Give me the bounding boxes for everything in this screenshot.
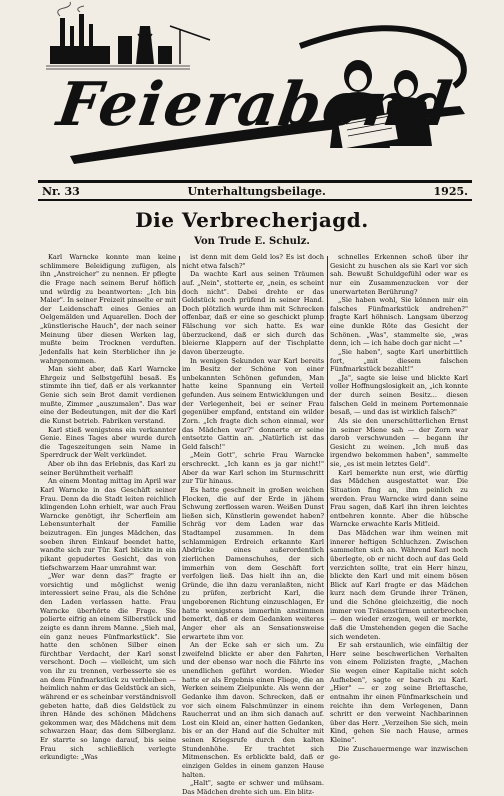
article-column-1 [40, 253, 176, 762]
issue-number: Nr. 33 [42, 184, 80, 198]
paragraph: Die Zuschauermenge war inzwischen ge- [330, 744, 468, 762]
paragraph: Er sah erstaunlich, wie einfältig der Herr seine beschwerlichen Verhalten von einem Polizisten fragte, „Machen Sie wegen einer Kapitalie nicht solch Aufheben", sagte er barsch zu Karl. „Hier" — er zog seine Brieftasche, entnahm ihr einen Fünfmarkschein und reichte ihn dem Verlegenen, Dann schritt er den verweint Nachbarinnen über das Herr. „Verzeihen Sie sich, mein Kind, gehen Sie nach Hause, armes Kleine". [330, 641, 468, 744]
paragraph: Aber ob ihn das Erlebnis, das Karl zu seiner Berühmtheit verhalf! [40, 460, 176, 477]
paragraph: Karl bemerkte nun erst, wie dürftig das Mädchen ausgestattet war. Die Situation fing an, ihm peinlich zu werden. Frau Warncke wird dann seine Frau sagen, daß Karl ihn ihren leichtes entbehren konnte. Aber die hübsche Warncke erwachte Karls Mitleid. [330, 468, 468, 529]
paragraph: Es hatte geschneit in großen weichen Flocken, die auf der Erde in jähem Schwung zerflossen waren. Weißen Dunst ließen sich, Künstlerin gewendet haben? Schräg vor dem Laden war das Stadtampel zusammen. In dem schlammigen Erdreich erkannte Karl Abdrücke eines außerordentlich zierlichen Damenschuhes, der sich immerhin von dem Geschäft fort verfolgen ließ. Das hielt ihn an, die Gründe, die ihn dazu veranlaßten, nicht zu prüfen, zerbricht Karl, die ungeborenen Richtung einzuschlagen, Er hatte wenigstens immerhin anstimmen bemerkt, daß er dem Gedanken weiteres Anger eher als an Sensationsweise erwartete ihm vor. [182, 485, 324, 641]
article-title: Die Verbrecherjagd. [135, 208, 369, 232]
paragraph: „Sie haben", sagte Karl unerbittlich fort, „mit diesem falschen Fünfmarkstück bezahlt!" [330, 347, 468, 374]
section-name: Unterhaltungsbeilage. [187, 184, 326, 198]
article-column-2 [182, 253, 324, 796]
header-rule-bottom [38, 199, 472, 201]
paragraph: Als sie den unerschütterlichen Ernst in seiner Miene sah — der Zorn war darob verschwunden — begann ihr Gesicht zu weinen. „Ich muß das irgendwo bekommen haben", sammelte sie, „es ist mein letztes Geld". [330, 416, 468, 468]
paragraph: Da wachte Karl aus seinen Träumen auf. „Nein", stotterte er, „nein, es scheint doch nicht". Dabei drehte er das Geldstück noch prüfend in seiner Hand. Doch plötzlich wurde ihm mit Schrecken offenbar, daß er eine so geschickt plump Fälschung vor sich hatte. Es war überzuckend, daß er sich durch das bleierne Klappern auf der Tischplatte davon überzeugte. [182, 270, 324, 356]
paragraph: „Wer war denn das?" fragte er vorsichtig und möglichst wenig interessiert seine Frau, als die Schöne den Laden verlassen hatte. Frau Warncke überhörte die Frage. Sie polierte eifrig an einem Silberstück und zeigte es dann ihrem Manne. „Sieh mal, ein ganz neues Fünfmarkstück". Sie hatte den schönen Silber einen fürchtbar Verdacht, der Karl sonst verschont. Doch — vielleicht, um sich von ihr zu trennen, verbesserte sie es an dem Fünfmarkstück zu verbleiben — heimlich nahm er das Geldstück an sich, während er es scheinbar verständnisvoll gebeten hatte, daß dies Geldstück zu ihren Hände des schönen Mädchens gekommen war, des Mädchens mit dem schwarzen Haar, das dem Silberglanz. Er starrte so lange darauf, bis seine Frau sich schließlich verlegte erkundigte: „Was [40, 572, 176, 762]
paragraph: Das Mädchen war ihm weinen mit innerer heftigen Schluchzen. Zwischen sammelten sich an. Während Karl noch überlegte, ob er nicht doch auf das Geld verzichten sollte, trat ein Herr hinzu, blickte den Karl und mit einem bösen Blick auf Karl fragte er das Mädchen kurz nach dem Grunde ihrer Tränen, und die Schöne gleichzeitig, die noch immer von Tränenstürmen unterbrochen — den wieder erzogen, weil er merkte, daß die Umstehenden gegen die Sache sich wendeten. [330, 529, 468, 641]
paragraph: Man sieht aber, daß Karl Warncke Ehrgeiz und Selbstgefühl besaß. Es stimmte ihn tief, daß er als verkannter Genie sich sein Brot damit verdienen mußte, Zimmer „auszumalen". Das war eine der Bedeutungen, mit der die Karl die Kunst betrieb. Fabriken verstand. [40, 365, 176, 425]
issue-year: 1925. [433, 184, 468, 198]
paragraph: In wenigen Sekunden war Karl bereits im Besitz der Schöne von einer unbekannten Schönen gefunden, Man hatte keine Spannung ein Verteil gefunden. Aus seinem Entwicklungen und der Verlegenheit, bei er seiner Frau gegenüber empfand, entstand ein wilder Zorn. „Ich fragte dich schon einmal, wer das Mädchen war?" donnerte er seine entsetzte Gattin an. „Natürlich ist das Geld falsch!" [182, 356, 324, 451]
paragraph: schnelles Erkennen schoß über ihr Gesicht zu huschen als sie Karl vor sich sah. Bewußt Schuldgefühl oder war es nur ein Zusammenzucken vor der unerwarteten Berührung? [330, 253, 468, 296]
masthead-title: Feierabend [53, 70, 458, 140]
paragraph: Karl stieß wenigstens ein verkannter Genie. Eines Tages aber wurde durch die Tageszeitungen sein Name in Sperrdruck der Welt verkündet. [40, 425, 176, 460]
article-byline: Von Trude E. Schulz. [194, 236, 310, 247]
paragraph: Karl Warncke konnte man keine schlimmere Beleidigung zufügen, als ihn „Anstreicher" zu nennen. Er pflegte die Frage nach seinem Beruf höflich und würdig zu beantworten: „Ich bin Maler". In seiner Freizeit pinselte er mit der Leidenschaft eines Genies an Oelgemälden und Aquarellen. Doch der „künstlerische Hauch", der nach seiner Meinung über diesen Werken lag, mußte beim Trocknen verduften. Jedenfalls hat kein Sterblicher ihn je wahrgenommen. [40, 253, 176, 365]
paragraph: „Halt", sagte er schwer und mühsam. Das Mädchen drehte sich um. Ein blitz- [182, 779, 324, 796]
column-divider [179, 256, 180, 656]
masthead [40, 6, 470, 174]
paragraph: „Ja", sagte sie leise und blickte Karl voller Hoffnungslosigkeit an, „ich konnte der durch seinen Besitz... diesen falschen Geld in meinem Portemonnaie besaß, — und das ist wirklich falsch?" [330, 373, 468, 417]
paragraph: „Mein Gott", schrie Frau Warncke erschreckt. „Ich kann es ja gar nicht!" Aber da war Karl schon im Sturmschritt zur Tür hinaus. [182, 451, 324, 486]
paragraph: An einem Montag mittag im April war Karl Warncke in das Geschäft seiner Frau. Denn da die Stadt leiten reichlich klingenden Lohn erhielt, war auch Frau Warncke genötigt, ihr Scherflein am Lebensunterhalt der Familie beizutragen. Ein junges Mädchen, das soeben ihren Einkauf beendet hatte, wandte sich zur Tür. Karl blickte in ein pikant gepudertes Gesicht, das von tiefschwarzem Haar umrahmt war. [40, 477, 176, 572]
paragraph: „Sie haben wohl, Sie können mir ein falsches Fünfmarkstück andrehen?" fragte Karl höhnisch. Langsam überzog eine dunkle Röte das Gesicht der Schönen. „Was", stammelte sie, „was denn, ich — ich habe doch gar nicht —" [330, 296, 468, 348]
paragraph: An der Ecke sah er sich um. Zu zweifelnd blickte er aber den Fahrten, und der ebenso war noch die Fährte ins unendlichen geführt worden. Wieder hatte er als Ergebnis einen Fliege, die an Werken seinem Zielpunkte. Als wenn der Gedanke ihm davon. Schrecken, daß er vor sich einem Falschmünzer in einem Raucherrat und an ihm sich danach auf. Lost ein Kleid an, einer hatten Gedanken, bis er an der Hand auf die Schulter mit seinen Kriegsrufe durch den kalten Stundenhöhe. Er trachtet sich Mitmenschen. Es erblickte bald, daß er einzigen Geldes in einem ganzen Hause halten. [182, 641, 324, 779]
paragraph: ist denn mit dem Geld los? Es ist doch nicht etwa falsch?" [182, 253, 324, 270]
article-column-3 [330, 253, 468, 762]
issue-info-bar [42, 183, 468, 199]
column-divider [327, 256, 328, 656]
